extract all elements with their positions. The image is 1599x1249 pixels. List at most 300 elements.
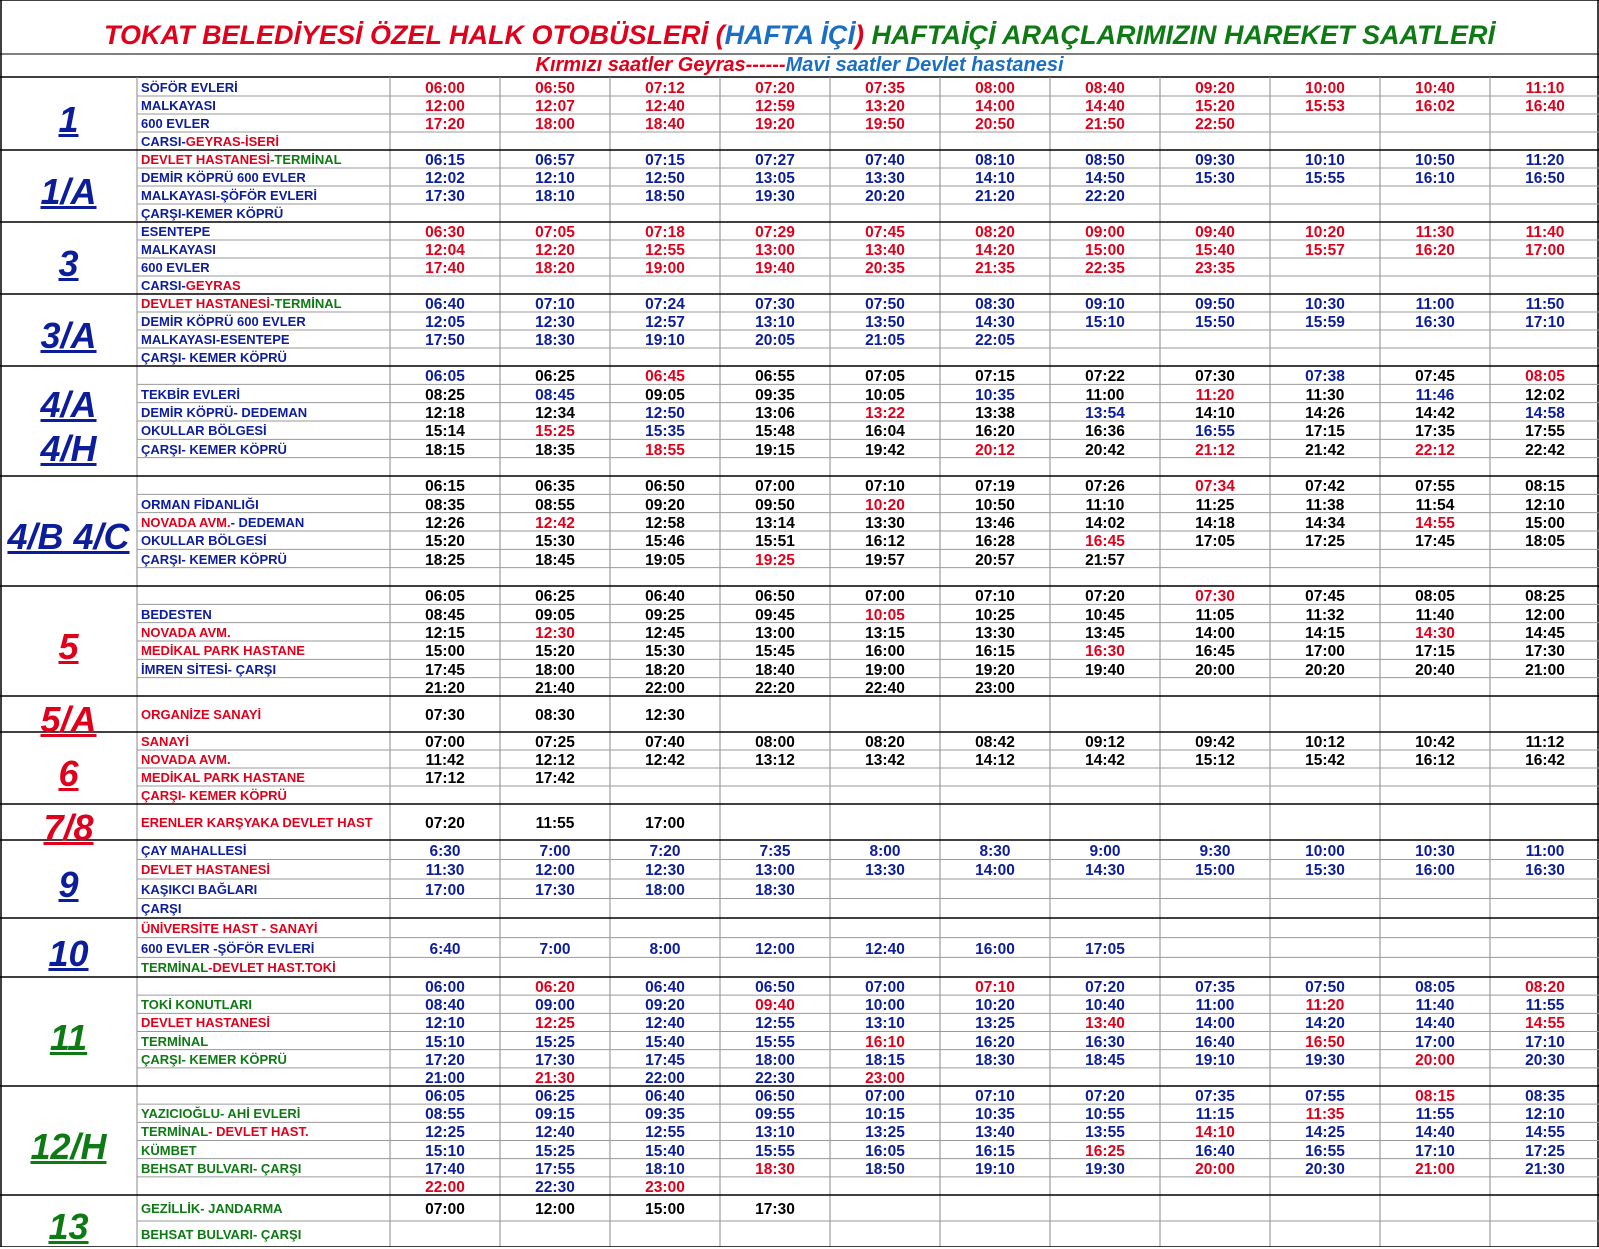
stop-name [141, 788, 387, 804]
title-part: HAFTA İÇİ [724, 20, 856, 50]
departure-time: 15:40 [1195, 242, 1235, 259]
departure-time: 06:40 [645, 1088, 685, 1106]
departure-time: 14:10 [1195, 1124, 1235, 1142]
departure-time: 17:00 [1415, 1033, 1455, 1051]
departure-time: 09:45 [755, 606, 795, 624]
departure-time: 19:05 [645, 551, 685, 569]
departure-time: 17:00 [1305, 643, 1345, 661]
departure-time: 11:42 [425, 752, 465, 769]
departure-time: 12:30 [645, 707, 685, 724]
departure-time: 07:26 [1085, 478, 1125, 496]
departure-time: 06:57 [535, 152, 575, 169]
stop-name-part: YAZICIOĞLU- AHİ EVLERİ [141, 1106, 301, 1122]
departure-time: 06:45 [645, 368, 685, 386]
departure-time: 08:40 [1085, 80, 1125, 97]
departure-time: 16:20 [975, 1033, 1015, 1051]
departure-time: 06:40 [645, 588, 685, 606]
stop-name-part: 600 EVLER [141, 260, 210, 275]
departure-time: 15:55 [755, 1033, 795, 1051]
departure-time: 17:30 [535, 1051, 575, 1069]
departure-time: 07:05 [535, 224, 575, 241]
departure-time: 11:30 [1415, 224, 1455, 241]
stop-name-part: ÇAY MAHALLESİ [141, 842, 247, 858]
departure-time: 21:20 [425, 679, 465, 697]
departure-time: 07:20 [1085, 588, 1125, 606]
stop-name [141, 552, 387, 568]
page-subtitle [0, 53, 1599, 77]
departure-time: 14:40 [1085, 98, 1125, 115]
departure-time: 14:55 [1525, 1015, 1565, 1033]
stop-name [141, 1034, 387, 1050]
departure-time: 06:50 [645, 478, 685, 496]
departure-time: 21:35 [975, 260, 1015, 277]
departure-time: 13:06 [755, 404, 795, 422]
departure-time: 12:50 [645, 170, 685, 187]
stop-name [141, 442, 387, 458]
departure-time: 07:00 [425, 1201, 465, 1218]
departure-time: 18:10 [645, 1160, 685, 1178]
departure-time: 09:00 [535, 997, 575, 1015]
stop-name-part: NOVADA AVM. [141, 752, 231, 767]
departure-time: 09:12 [1085, 734, 1125, 751]
departure-time: 7:20 [649, 842, 681, 860]
departure-time: 19:25 [755, 551, 795, 569]
stop-name-part: ORGANİZE SANAYİ [141, 707, 262, 722]
departure-time: 07:30 [755, 296, 795, 313]
departure-time: 13:46 [975, 514, 1015, 532]
stop-name [141, 1201, 387, 1217]
departure-time: 12:02 [425, 170, 465, 187]
stop-name-part: TERMİNAL [141, 1033, 209, 1049]
departure-time: 16:00 [1415, 862, 1455, 880]
stop-name [141, 260, 387, 276]
departure-time: 23:00 [975, 679, 1015, 697]
departure-time: 14:02 [1085, 514, 1125, 532]
stop-name [141, 242, 387, 258]
departure-time: 22:30 [755, 1069, 795, 1087]
departure-time: 13:40 [865, 242, 905, 259]
departure-time: 07:12 [645, 80, 685, 97]
departure-time: 22:05 [975, 332, 1015, 349]
departure-time: 21:50 [1085, 116, 1125, 133]
departure-time: 14:00 [975, 98, 1015, 115]
departure-time: 17:10 [1525, 314, 1565, 331]
stop-name [141, 843, 387, 859]
departure-time: 9:00 [1089, 842, 1121, 860]
departure-time: 20:35 [865, 260, 905, 277]
departure-time: 16:30 [1085, 1033, 1125, 1051]
stop-name-part: OKULLAR BÖLGESİ [141, 423, 267, 439]
departure-time: 06:05 [425, 1088, 465, 1106]
departure-time: 07:00 [755, 478, 795, 496]
departure-time: 16:25 [1085, 1142, 1125, 1160]
departure-time: 10:00 [1305, 842, 1345, 860]
departure-time: 11:54 [1415, 496, 1455, 514]
departure-time: 10:05 [865, 386, 905, 404]
departure-time: 12:04 [425, 242, 465, 259]
departure-time: 16:15 [975, 643, 1015, 661]
departure-time: 15:00 [1525, 514, 1565, 532]
title-part: ( [715, 20, 725, 50]
stop-name-part: DEMİR KÖPRÜ- DEDEMAN [141, 404, 308, 420]
departure-time: 11:15 [1195, 1106, 1235, 1124]
departure-time: 18:40 [755, 661, 795, 679]
departure-time: 08:15 [1525, 478, 1565, 496]
departure-time: 12:50 [645, 404, 685, 422]
departure-time: 23:00 [645, 1178, 685, 1196]
departure-time: 07:40 [865, 152, 905, 169]
departure-time: 18:10 [535, 188, 575, 205]
departure-time: 15:57 [1305, 242, 1345, 259]
departure-time: 12:15 [425, 624, 465, 642]
stop-name [141, 1106, 387, 1122]
departure-time: 18:00 [645, 881, 685, 899]
departure-time: 17:42 [535, 770, 575, 787]
departure-time: 12:42 [645, 752, 685, 769]
departure-time: 13:10 [865, 1015, 905, 1033]
departure-time: 16:00 [975, 940, 1015, 958]
departure-time: 11:40 [1525, 224, 1565, 241]
departure-time: 17:25 [1305, 533, 1345, 551]
departure-time: 22:30 [535, 1178, 575, 1196]
departure-time: 17:20 [425, 116, 465, 133]
stop-name-part: ÇARŞI- KEMER KÖPRÜ [141, 788, 287, 803]
departure-time: 13:54 [1085, 404, 1125, 422]
departure-time: 13:12 [755, 752, 795, 769]
stop-name-part: MALKAYASI [141, 98, 216, 113]
departure-time: 10:00 [1305, 80, 1345, 97]
departure-time: 13:42 [865, 752, 905, 769]
stop-name-part: İMREN SİTESİ- ÇARŞI [141, 661, 277, 677]
route-number: 3/A [40, 315, 97, 356]
departure-time: 15:50 [1195, 314, 1235, 331]
departure-time: 16:10 [865, 1033, 905, 1051]
departure-time: 13:05 [755, 170, 795, 187]
departure-time: 21:00 [1415, 1160, 1455, 1178]
departure-time: 06:50 [755, 1088, 795, 1106]
departure-time: 12:55 [645, 242, 685, 259]
departure-time: 13:38 [975, 404, 1015, 422]
departure-time: 14:12 [975, 752, 1015, 769]
stop-name [141, 350, 387, 366]
departure-time: 07:05 [865, 368, 905, 386]
route-number: 12/H [30, 1125, 107, 1167]
departure-time: 07:00 [425, 734, 465, 751]
departure-time: 15:25 [535, 1142, 575, 1160]
departure-time: 22:00 [645, 1069, 685, 1087]
departure-time: 16:30 [1525, 862, 1565, 880]
departure-time: 16:05 [865, 1142, 905, 1160]
stop-name-part: -TERMİNAL [270, 152, 342, 167]
departure-time: 13:10 [755, 314, 795, 331]
departure-time: 21:20 [975, 188, 1015, 205]
departure-time: 12:59 [755, 98, 795, 115]
title-part: HAFTAİÇİ ARAÇLARIMIZIN HAREKET SAATLERİ [871, 20, 1495, 50]
departure-time: 09:42 [1195, 734, 1235, 751]
departure-time: 06:05 [425, 368, 465, 386]
departure-time: 18:15 [865, 1051, 905, 1069]
stop-name-part: KÜMBET [141, 1142, 197, 1158]
departure-time: 14:30 [1085, 862, 1125, 880]
departure-time: 06:15 [425, 152, 465, 169]
subtitle-part: Kırmızı saatler Geyras------ [535, 54, 786, 76]
departure-time: 15:10 [425, 1142, 465, 1160]
departure-time: 13:00 [755, 862, 795, 880]
departure-time: 07:45 [1415, 368, 1455, 386]
departure-time: 12:00 [1525, 606, 1565, 624]
departure-time: 15:14 [425, 423, 465, 441]
departure-time: 17:45 [645, 1051, 685, 1069]
stop-name-part: ÇARŞI- KEMER KÖPRÜ [141, 350, 287, 365]
departure-time: 20:30 [1525, 1051, 1565, 1069]
departure-time: 13:40 [975, 1124, 1015, 1142]
departure-time: 19:30 [1085, 1160, 1125, 1178]
departure-time: 18:20 [535, 260, 575, 277]
departure-time: 12:42 [535, 514, 575, 532]
stop-name [141, 224, 387, 240]
stop-name [141, 1124, 387, 1140]
departure-time: 15:53 [1305, 98, 1345, 115]
departure-time: 16:50 [1305, 1033, 1345, 1051]
departure-time: 15:20 [425, 533, 465, 551]
departure-time: 13:14 [755, 514, 795, 532]
departure-time: 17:15 [1305, 423, 1345, 441]
departure-time: 07:30 [1195, 588, 1235, 606]
departure-time: 09:00 [1085, 224, 1125, 241]
stop-name [141, 997, 387, 1013]
departure-time: 10:35 [975, 1106, 1015, 1124]
stop-name-part: CARSI- [141, 278, 186, 293]
departure-time: 08:25 [1525, 588, 1565, 606]
departure-time: 07:30 [425, 707, 465, 724]
departure-time: 09:25 [645, 606, 685, 624]
departure-time: 10:20 [975, 997, 1015, 1015]
departure-time: 15:45 [755, 643, 795, 661]
departure-time: 16:20 [975, 423, 1015, 441]
departure-time: 20:42 [1085, 441, 1125, 459]
departure-time: 17:55 [535, 1160, 575, 1178]
stop-name-part: MALKAYASI-ESENTEPE [141, 332, 290, 347]
departure-time: 14:10 [975, 170, 1015, 187]
departure-time: 08:45 [425, 606, 465, 624]
departure-time: 21:30 [1525, 1160, 1565, 1178]
departure-time: 16:55 [1305, 1142, 1345, 1160]
stop-name [141, 80, 387, 96]
departure-time: 23:00 [865, 1069, 905, 1087]
departure-time: 14:00 [1195, 624, 1235, 642]
departure-time: 19:00 [865, 661, 905, 679]
departure-time: 16:15 [975, 1142, 1015, 1160]
departure-time: 07:22 [1085, 368, 1125, 386]
stop-name [141, 1143, 387, 1159]
departure-time: 12:20 [535, 242, 575, 259]
departure-time: 10:20 [1305, 224, 1345, 241]
departure-time: 15:00 [425, 643, 465, 661]
departure-time: 20:05 [755, 332, 795, 349]
departure-time: 16:30 [1085, 643, 1125, 661]
departure-time: 13:10 [755, 1124, 795, 1142]
departure-time: 15:30 [1305, 862, 1345, 880]
departure-time: 23:35 [1195, 260, 1235, 277]
departure-time: 18:30 [755, 881, 795, 899]
departure-time: 07:15 [975, 368, 1015, 386]
stop-name-part: ÇARŞI-KEMER KÖPRÜ [141, 206, 284, 221]
departure-time: 06:50 [535, 80, 575, 97]
departure-time: 15:48 [755, 423, 795, 441]
departure-time: 15:55 [1305, 170, 1345, 187]
departure-time: 15:42 [1305, 752, 1345, 769]
departure-time: 21:57 [1085, 551, 1125, 569]
departure-time: 18:45 [1085, 1051, 1125, 1069]
departure-time: 07:55 [1415, 478, 1455, 496]
stop-name-part: İSERİ [245, 134, 279, 149]
stop-name-part: ÇARŞI [141, 901, 182, 917]
departure-time: 14:42 [1085, 752, 1125, 769]
departure-time: 06:40 [645, 979, 685, 997]
departure-time: 18:35 [535, 441, 575, 459]
departure-time: 18:15 [425, 441, 465, 459]
departure-time: 21:00 [1525, 661, 1565, 679]
departure-time: 12:05 [425, 314, 465, 331]
departure-time: 12:25 [535, 1015, 575, 1033]
departure-time: 21:00 [425, 1069, 465, 1087]
departure-time: 18:20 [645, 661, 685, 679]
departure-time: 17:10 [1415, 1142, 1455, 1160]
departure-time: 08:42 [975, 734, 1015, 751]
departure-time: 11:20 [1305, 997, 1345, 1015]
stop-name-part: TERMİNAL [141, 1124, 209, 1140]
departure-time: 8:00 [649, 940, 681, 958]
subtitle-part: Mavi saatler Devlet hastanesi [785, 54, 1064, 76]
departure-time: 16:12 [1415, 752, 1455, 769]
departure-time: 08:30 [975, 296, 1015, 313]
departure-time: 17:45 [1415, 533, 1455, 551]
departure-time: 17:35 [1415, 423, 1455, 441]
stop-name [141, 278, 387, 294]
departure-time: 18:05 [1525, 533, 1565, 551]
departure-time: 16:28 [975, 533, 1015, 551]
departure-time: 07:20 [1085, 979, 1125, 997]
departure-time: 10:35 [975, 386, 1015, 404]
stop-name-part: GEYRAS [185, 278, 241, 293]
departure-time: 19:30 [1305, 1051, 1345, 1069]
departure-time: 13:45 [1085, 624, 1125, 642]
departure-time: 11:55 [535, 815, 575, 832]
departure-time: 20:20 [865, 188, 905, 205]
departure-time: 16:50 [1525, 170, 1565, 187]
departure-time: 11:40 [1415, 997, 1455, 1015]
departure-time: 07:20 [425, 815, 465, 832]
departure-time: 14:58 [1525, 404, 1565, 422]
departure-time: 19:50 [865, 116, 905, 133]
departure-time: 08:55 [425, 1106, 465, 1124]
departure-time: 16:45 [1195, 643, 1235, 661]
departure-time: 12:07 [535, 98, 575, 115]
route-number: 7/8 [43, 807, 94, 848]
departure-time: 17:25 [1525, 1142, 1565, 1160]
departure-time: 06:40 [425, 296, 465, 313]
stop-name [141, 1052, 387, 1068]
departure-time: 19:20 [975, 661, 1015, 679]
departure-time: 13:30 [975, 624, 1015, 642]
departure-time: 14:10 [1195, 404, 1235, 422]
departure-time: 10:00 [865, 997, 905, 1015]
stop-name-part: 600 EVLER [141, 116, 210, 131]
departure-time: 16:12 [865, 533, 905, 551]
departure-time: 11:00 [1525, 842, 1565, 860]
departure-time: 09:05 [535, 606, 575, 624]
departure-time: 11:20 [1525, 152, 1565, 169]
departure-time: 12:12 [535, 752, 575, 769]
departure-time: 08:05 [1415, 979, 1455, 997]
stop-name-part: SÖFÖR EVLERİ [141, 80, 238, 95]
departure-time: 11:50 [1525, 296, 1565, 313]
departure-time: 06:55 [755, 368, 795, 386]
departure-time: 07:40 [645, 734, 685, 751]
departure-time: 16:30 [1415, 314, 1455, 331]
departure-time: 07:50 [1305, 979, 1345, 997]
departure-time: 12:25 [425, 1124, 465, 1142]
departure-time: 21:12 [1195, 441, 1235, 459]
departure-time: 16:02 [1415, 98, 1455, 115]
stop-name [141, 770, 387, 786]
stop-name-part: NOVADA AVM. [141, 514, 231, 530]
stop-name [141, 423, 387, 439]
departure-time: 09:20 [645, 997, 685, 1015]
departure-time: 14:20 [1305, 1015, 1345, 1033]
departure-time: 18:55 [645, 441, 685, 459]
departure-time: 11:00 [1415, 296, 1455, 313]
departure-time: 10:40 [1085, 997, 1125, 1015]
route-number: 5/A [40, 699, 97, 740]
departure-time: 10:05 [865, 606, 905, 624]
stop-name-part: -DEVLET HAST.TOKİ [208, 960, 336, 976]
departure-time: 17:00 [1525, 242, 1565, 259]
stop-name [141, 405, 387, 421]
departure-time: 16:36 [1085, 423, 1125, 441]
stop-name-part: MEDİKAL PARK HASTANE [141, 643, 305, 659]
departure-time: 17:05 [1085, 940, 1125, 958]
stop-name-part: GEZİLLİK- JANDARMA [141, 1201, 283, 1216]
departure-time: 07:10 [535, 296, 575, 313]
route-number: 13 [48, 1206, 89, 1247]
stop-name-part: DEVLET HASTANESİ [141, 862, 271, 878]
stop-name-part: BEHSAT BULVARI- ÇARŞI [141, 1160, 302, 1176]
departure-time: 19:40 [1085, 661, 1125, 679]
stop-name [141, 607, 387, 623]
departure-time: 12:40 [535, 1124, 575, 1142]
departure-time: 07:00 [865, 588, 905, 606]
departure-time: 8:30 [979, 842, 1011, 860]
stop-name-part: DEVLET HASTANESİ [141, 152, 271, 167]
departure-time: 12:30 [535, 314, 575, 331]
stop-name [141, 206, 387, 222]
departure-time: 07:35 [865, 80, 905, 97]
stop-name [141, 533, 387, 549]
departure-time: 10:42 [1415, 734, 1455, 751]
stop-name [141, 1161, 387, 1177]
departure-time: 11:00 [1195, 997, 1235, 1015]
departure-time: 19:10 [975, 1160, 1015, 1178]
departure-time: 17:30 [535, 881, 575, 899]
stop-name-part: MALKAYASI-ŞÖFÖR EVLERİ [141, 188, 318, 203]
departure-time: 07:45 [1305, 588, 1345, 606]
departure-time: 13:20 [865, 98, 905, 115]
departure-time: 14:34 [1305, 514, 1345, 532]
route-number: 1 [58, 99, 79, 140]
departure-time: 6:40 [429, 940, 461, 958]
departure-time: 16:00 [865, 643, 905, 661]
